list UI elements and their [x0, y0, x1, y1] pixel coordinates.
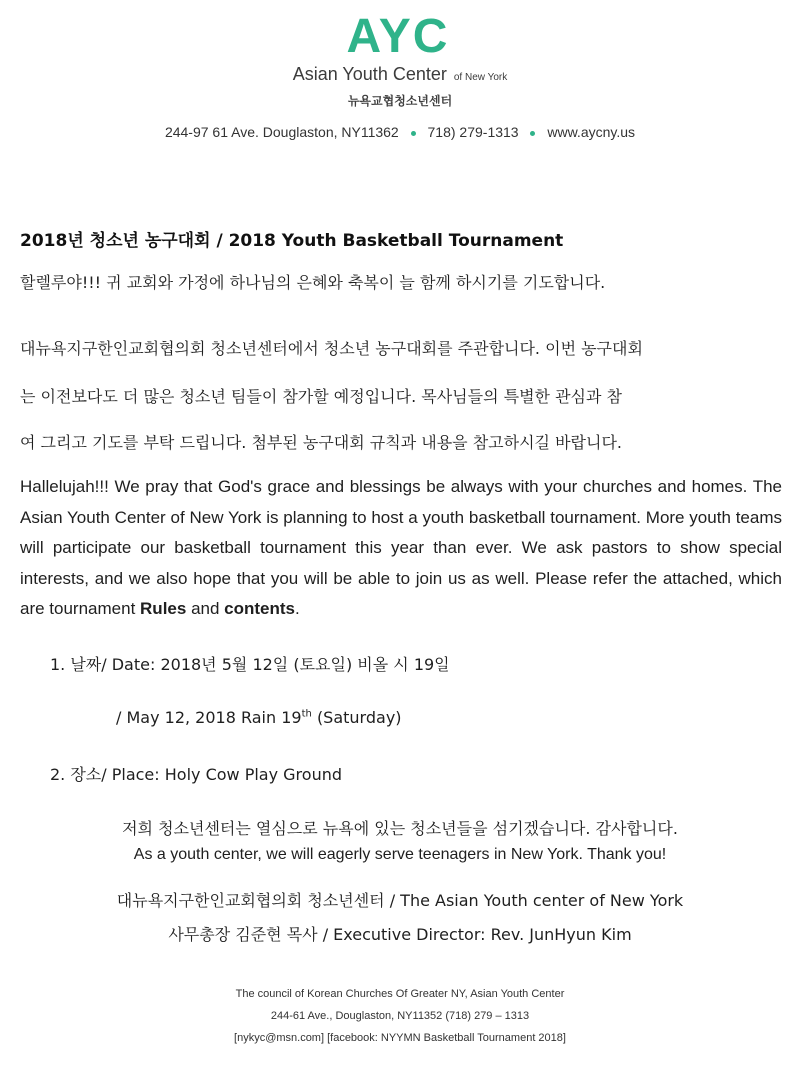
- phone: 718) 279-1313: [427, 124, 519, 140]
- rules-emphasis: Rules: [140, 599, 187, 619]
- english-body: [20, 472, 782, 625]
- separator-dot-icon: [411, 131, 416, 136]
- signature-director: 사무총장 김준현 목사 / Executive Director: Rev. JunHyun Kim: [168, 925, 632, 944]
- footer-contact: [nykyc@msn.com] [facebook: NYYMN Basketball Tournament 2018]: [234, 1032, 566, 1044]
- english-and: and: [191, 599, 220, 619]
- org-korean-name: 뉴욕교협청소년센터: [347, 94, 453, 108]
- footer-address: 244-61 Ave., Douglaston, NY11352 (718) 279 – 1313: [270, 1010, 530, 1022]
- date-item: 1. 날짜/ Date: 2018년 5월 12일 (토요일) 비올 시 19일: [50, 655, 450, 674]
- date-english-day: (Saturday): [316, 708, 402, 727]
- date-english-main: / May 12, 2018 Rain 19: [116, 708, 302, 727]
- place-item: 2. 장소/ Place: Holy Cow Play Ground: [50, 765, 343, 784]
- english-body-text: Hallelujah!!! We pray that God's grace and blessings be always with your churches and homes. The Asian Youth Center of New York is planning to host a youth basketball tournament. More youth teams will participate our basketball tournament this year than ever. We ask pastors to show special interests, and we also hope that you will be able to join us as well. Please refer the attached, which are tournament: [20, 477, 782, 619]
- page-title: 2018년 청소년 농구대회 / 2018 Youth Basketball Tournament: [20, 231, 564, 251]
- logo-text: AYC: [346, 12, 450, 56]
- separator-dot-icon: [530, 131, 535, 136]
- org-name-main: Asian Youth Center: [292, 64, 447, 84]
- footer-council: The council of Korean Churches Of Greater NY, Asian Youth Center: [235, 988, 565, 1000]
- org-name: [0, 64, 800, 85]
- korean-body-line-2: 는 이전보다도 더 많은 청소년 팀들이 참가할 예정입니다. 목사님들의 특별한 관심과 참: [20, 387, 622, 406]
- date-english: [116, 708, 402, 727]
- ayc-logo: [340, 12, 456, 56]
- korean-greeting: 할렐루야!!! 귀 교회와 가정에 하나님의 은혜와 축복이 늘 함께 하시기를 기도합니다.: [20, 273, 606, 292]
- english-period: .: [295, 599, 300, 619]
- korean-body-line-3: 여 그리고 기도를 부탁 드립니다. 첨부된 농구대회 규칙과 내용을 참고하시길 바랍니다.: [20, 433, 622, 452]
- closing-korean: 저희 청소년센터는 열심으로 뉴욕에 있는 청소년들을 섬기겠습니다. 감사합니다.: [122, 819, 678, 838]
- contact-line: [0, 124, 800, 140]
- org-name-suffix: of New York: [453, 72, 508, 83]
- contents-emphasis: contents: [224, 599, 296, 619]
- date-english-sup: th: [301, 708, 312, 720]
- address: 244-97 61 Ave. Douglaston, NY11362: [164, 124, 399, 140]
- website-link[interactable]: www.aycny.us: [547, 124, 636, 140]
- korean-body-line-1: 대뉴욕지구한인교회협의회 청소년센터에서 청소년 농구대회를 주관합니다. 이번 농구대회: [20, 339, 643, 358]
- closing-english: As a youth center, we will eagerly serve teenagers in New York. Thank you!: [133, 846, 667, 863]
- signature-org: 대뉴욕지구한인교회협의회 청소년센터 / The Asian Youth center of New York: [116, 891, 684, 910]
